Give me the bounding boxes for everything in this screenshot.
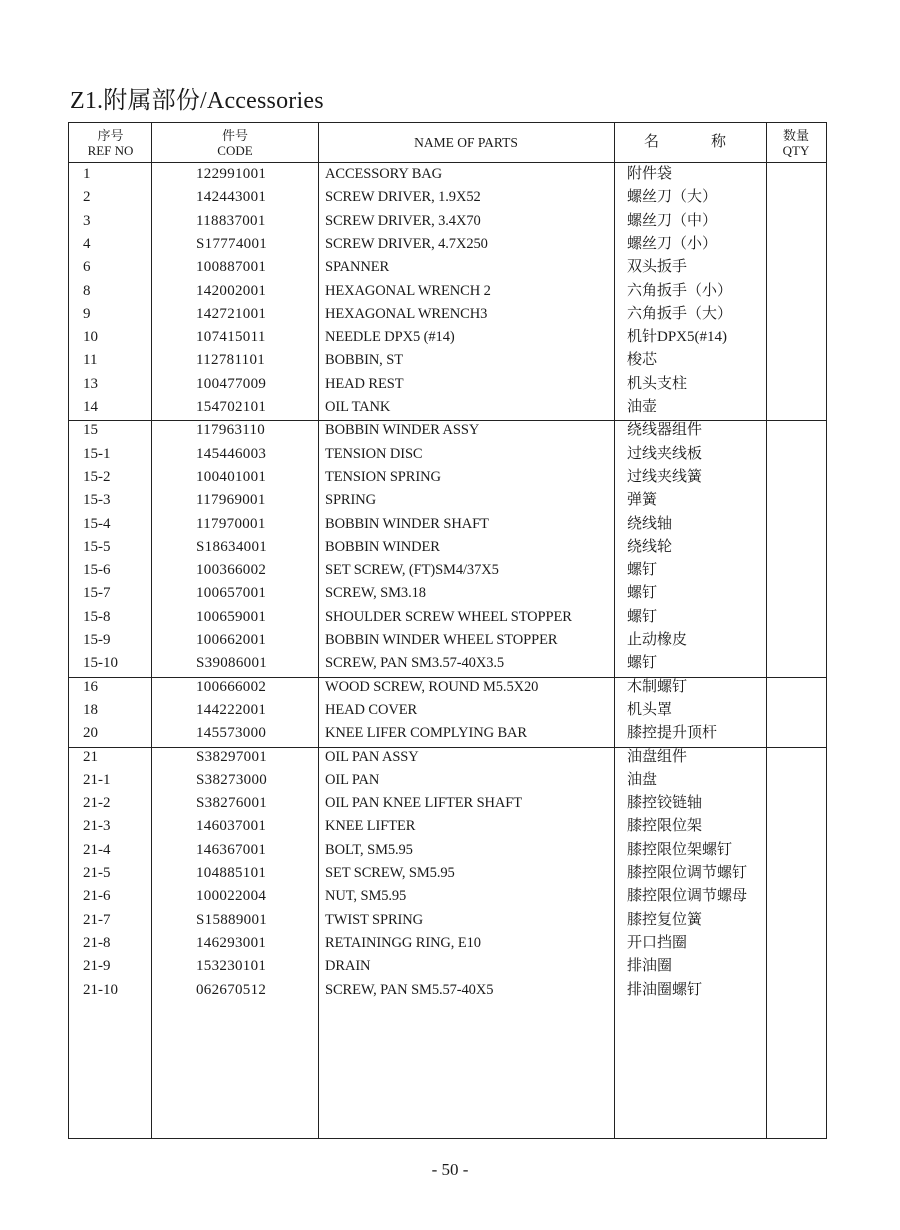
code-cell: 100401001	[196, 468, 267, 485]
code-cell: 117963110	[196, 422, 266, 439]
part-name-cell: SHOULDER SCREW WHEEL STOPPER	[325, 608, 572, 625]
table-row	[69, 489, 826, 512]
part-name-cell: DRAIN	[325, 958, 371, 975]
chinese-name-cell: 木制螺钉	[627, 678, 688, 695]
part-name-cell: KNEE LIFER COMPLYING BAR	[325, 725, 527, 742]
ref-no-cell: 15-1	[83, 445, 111, 462]
chinese-name-cell: 油盘组件	[627, 748, 688, 765]
part-name-cell: SCREW, SM3.18	[325, 585, 426, 602]
code-cell: 117969001	[196, 492, 266, 509]
ref-no-cell: 15-9	[83, 632, 111, 648]
code-cell: S17774001	[196, 235, 268, 252]
code-cell: 154702101	[196, 399, 267, 415]
chinese-name-cell: 开口挡圈	[627, 934, 688, 951]
table-row	[69, 932, 826, 955]
chinese-name-cell: 膝控复位簧	[627, 911, 703, 928]
chinese-name-cell: 螺钉	[627, 655, 658, 672]
part-name-cell: SCREW DRIVER, 1.9X52	[325, 189, 481, 206]
chinese-name-cell: 螺丝刀（中）	[627, 212, 718, 229]
chinese-name-cell: 螺钉	[627, 608, 658, 625]
table-row	[69, 233, 826, 256]
code-cell: 100666002	[196, 678, 267, 695]
part-name-cell: HEAD COVER	[325, 701, 418, 718]
table-row	[69, 746, 826, 769]
table-row	[69, 163, 826, 186]
part-name-cell: SCREW DRIVER, 4.7X250	[325, 235, 488, 252]
ref-no-cell: 21-8	[83, 934, 111, 951]
part-name-cell: BOBBIN WINDER ASSY	[325, 422, 480, 439]
code-cell: 104885101	[196, 865, 267, 881]
code-cell: S38276001	[196, 795, 268, 812]
ref-no-cell: 13	[83, 375, 98, 392]
table-row	[69, 419, 826, 442]
chinese-name-cell: 机头支柱	[627, 375, 688, 392]
code-cell: S18634001	[196, 538, 268, 555]
header-name-cn	[614, 123, 766, 162]
table-row	[69, 582, 826, 605]
table-row	[69, 326, 826, 349]
chinese-name-cell: 排油圈螺钉	[627, 981, 703, 998]
part-name-cell: HEXAGONAL WRENCH3	[325, 305, 488, 322]
code-cell: 142443001	[196, 189, 267, 206]
parts-table	[68, 122, 827, 1139]
table-row	[69, 652, 826, 675]
part-name-cell: SET SCREW, (FT)SM4/37X5	[325, 562, 499, 579]
code-cell: 100887001	[196, 259, 267, 276]
ref-no-cell: 8	[83, 282, 91, 299]
code-cell: 100366002	[196, 562, 267, 579]
code-cell: 142002001	[196, 282, 267, 299]
chinese-name-cell: 螺丝刀（小）	[627, 235, 718, 252]
ref-no-cell: 15-6	[83, 562, 111, 579]
chinese-name-cell: 绕线轴	[627, 515, 673, 532]
code-cell: 153230101	[196, 958, 267, 975]
chinese-name-cell: 螺丝刀（大）	[627, 189, 718, 206]
ref-no-cell: 21-1	[83, 771, 111, 788]
ref-no-cell: 15-4	[83, 515, 111, 532]
ref-no-cell: 1	[83, 166, 91, 182]
part-name-cell: OIL PAN KNEE LIFTER SHAFT	[325, 795, 523, 812]
part-name-cell: RETAININGG RING, E10	[325, 934, 481, 951]
part-name-cell: HEXAGONAL WRENCH 2	[325, 282, 491, 299]
ref-no-cell: 18	[83, 701, 98, 718]
table-row	[69, 559, 826, 582]
header-code-cn: 件号	[221, 127, 248, 143]
chinese-name-cell: 膝控提升顶杆	[627, 725, 718, 742]
chinese-name-cell: 膝控铰链轴	[627, 795, 703, 812]
page-title: Z1.附属部份/Accessories	[70, 88, 324, 114]
chinese-name-cell: 膝控限位调节螺母	[627, 888, 748, 905]
table-row	[69, 955, 826, 978]
code-cell: 146367001	[196, 841, 267, 858]
ref-no-cell: 20	[83, 725, 98, 742]
chinese-name-cell: 六角扳手（大）	[627, 305, 733, 322]
table-row	[69, 256, 826, 279]
part-name-cell: SCREW, PAN SM3.57-40X3.5	[325, 655, 505, 672]
part-name-cell: NUT, SM5.95	[325, 888, 407, 905]
table-row	[69, 396, 826, 419]
table-row	[69, 536, 826, 559]
code-cell: 117970001	[196, 515, 266, 532]
code-cell: S15889001	[196, 911, 268, 928]
ref-no-cell: 4	[83, 235, 91, 252]
part-name-cell: WOOD SCREW, ROUND M5.5X20	[325, 678, 539, 695]
header-qty	[766, 123, 826, 162]
ref-no-cell: 2	[83, 189, 91, 206]
table-row	[69, 699, 826, 722]
chinese-name-cell: 过线夹线簧	[627, 468, 703, 485]
table-row	[69, 349, 826, 372]
part-name-cell: BOBBIN WINDER SHAFT	[325, 515, 489, 532]
chinese-name-cell: 螺钉	[627, 585, 658, 602]
table-row	[69, 862, 826, 885]
header-qty-en: QTY	[782, 142, 810, 158]
part-name-cell: ACCESSORY BAG	[325, 166, 443, 182]
ref-no-cell: 15-8	[83, 608, 111, 625]
chinese-name-cell: 膝控限位调节螺钉	[627, 865, 748, 881]
table-row	[69, 815, 826, 838]
part-name-cell: SPANNER	[325, 259, 390, 276]
ref-no-cell: 15-3	[83, 492, 111, 509]
part-name-cell: HEAD REST	[325, 375, 404, 392]
ref-no-cell: 21-4	[83, 841, 111, 858]
part-name-cell: TENSION DISC	[325, 445, 423, 462]
table-row	[69, 629, 826, 652]
code-cell: 145446003	[196, 445, 267, 462]
code-cell: 062670512	[196, 981, 267, 998]
header-name-of-parts	[318, 123, 614, 162]
table-row	[69, 513, 826, 536]
ref-no-cell: 21-2	[83, 795, 111, 812]
ref-no-cell: 21-5	[83, 865, 111, 881]
code-cell: 100022004	[196, 888, 267, 905]
code-cell: 100659001	[196, 608, 267, 625]
ref-no-cell: 15-7	[83, 585, 111, 602]
table-row	[69, 466, 826, 489]
chinese-name-cell: 绕线器组件	[627, 422, 703, 439]
part-name-cell: BOLT, SM5.95	[325, 841, 413, 858]
chinese-name-cell: 油壶	[627, 399, 658, 415]
part-name-cell: SET SCREW, SM5.95	[325, 865, 455, 881]
chinese-name-cell: 六角扳手（小）	[627, 282, 733, 299]
part-name-cell: OIL PAN	[325, 771, 380, 788]
code-cell: 146293001	[196, 934, 267, 951]
ref-no-cell: 10	[83, 329, 98, 346]
chinese-name-cell: 油盘	[627, 771, 658, 788]
code-cell: 146037001	[196, 818, 267, 835]
chinese-name-cell: 螺钉	[627, 562, 658, 579]
code-cell: 142721001	[196, 305, 267, 322]
table-row	[69, 979, 826, 1002]
chinese-name-cell: 机针DPX5(#14)	[627, 329, 727, 346]
chinese-name-cell: 膝控限位架螺钉	[627, 841, 733, 858]
table-row	[69, 722, 826, 745]
part-name-cell: SCREW DRIVER, 3.4X70	[325, 212, 481, 229]
table-row	[69, 839, 826, 862]
ref-no-cell: 21	[83, 748, 98, 765]
code-cell: 112781101	[196, 352, 266, 369]
ref-no-cell: 21-10	[83, 981, 118, 998]
part-name-cell: SCREW, PAN SM5.57-40X5	[325, 981, 494, 998]
part-name-cell: BOBBIN, ST	[325, 352, 403, 369]
part-name-cell: BOBBIN WINDER	[325, 538, 440, 555]
chinese-name-cell: 止动橡皮	[627, 632, 688, 648]
part-name-cell: KNEE LIFTER	[325, 818, 416, 835]
ref-no-cell: 15	[83, 422, 98, 439]
chinese-name-cell: 附件袋	[627, 166, 673, 182]
header-ref-en: REF NO	[87, 142, 134, 158]
chinese-name-cell: 膝控限位架	[627, 818, 703, 835]
chinese-name-cell: 过线夹线板	[627, 445, 703, 462]
header-code-en: CODE	[217, 142, 253, 158]
table-row	[69, 280, 826, 303]
code-cell: S39086001	[196, 655, 268, 672]
code-cell: 100657001	[196, 585, 267, 602]
part-name-cell: TWIST SPRING	[325, 911, 424, 928]
header-ref-cn: 序号	[97, 127, 124, 143]
chinese-name-cell: 弹簧	[627, 492, 658, 509]
table-row	[69, 303, 826, 326]
code-cell: 145573000	[196, 725, 267, 742]
ref-no-cell: 21-3	[83, 818, 111, 835]
code-cell: S38297001	[196, 748, 268, 765]
table-row	[69, 443, 826, 466]
ref-no-cell: 14	[83, 399, 98, 415]
ref-no-cell: 9	[83, 305, 91, 322]
part-name-cell: NEEDLE DPX5 (#14)	[325, 329, 455, 346]
ref-no-cell: 21-9	[83, 958, 111, 975]
header-name-cn-1: 名	[644, 134, 660, 150]
chinese-name-cell: 排油圈	[627, 958, 673, 975]
part-name-cell: SPRING	[325, 492, 376, 509]
part-name-cell: BOBBIN WINDER WHEEL STOPPER	[325, 632, 558, 648]
ref-no-cell: 16	[83, 678, 98, 695]
chinese-name-cell: 绕线轮	[627, 538, 673, 555]
code-cell: 118837001	[196, 212, 266, 229]
table-row	[69, 606, 826, 629]
ref-no-cell: 6	[83, 259, 91, 276]
code-cell: 122991001	[196, 166, 267, 182]
part-name-cell: OIL TANK	[325, 399, 391, 415]
table-row	[69, 769, 826, 792]
header-ref-no	[69, 123, 152, 162]
header-code	[152, 123, 318, 162]
chinese-name-cell: 梭芯	[627, 352, 658, 369]
ref-no-cell: 21-7	[83, 911, 111, 928]
code-cell: 100662001	[196, 632, 267, 648]
ref-no-cell: 15-5	[83, 538, 111, 555]
header-name-cn-2: 称	[710, 134, 726, 150]
page-number: - 50 -	[431, 1160, 469, 1179]
code-cell: 144222001	[196, 701, 267, 718]
part-name-cell: TENSION SPRING	[325, 468, 441, 485]
header-name-en: NAME OF PARTS	[414, 135, 518, 150]
table-row	[69, 885, 826, 908]
table-row	[69, 676, 826, 699]
code-cell: 100477009	[196, 375, 267, 392]
table-row	[69, 373, 826, 396]
chinese-name-cell: 双头扳手	[627, 259, 688, 276]
code-cell: 107415011	[196, 329, 266, 346]
table-row	[69, 909, 826, 932]
part-name-cell: OIL PAN ASSY	[325, 748, 419, 765]
ref-no-cell: 15-10	[83, 655, 118, 672]
ref-no-cell: 11	[83, 352, 98, 369]
table-row	[69, 210, 826, 233]
ref-no-cell: 3	[83, 212, 91, 229]
table-row	[69, 792, 826, 815]
header-qty-cn: 数量	[782, 127, 809, 143]
code-cell: S38273000	[196, 771, 268, 788]
ref-no-cell: 21-6	[83, 888, 111, 905]
table-header	[69, 123, 826, 163]
chinese-name-cell: 机头罩	[627, 701, 673, 718]
table-row	[69, 186, 826, 209]
ref-no-cell: 15-2	[83, 468, 111, 485]
